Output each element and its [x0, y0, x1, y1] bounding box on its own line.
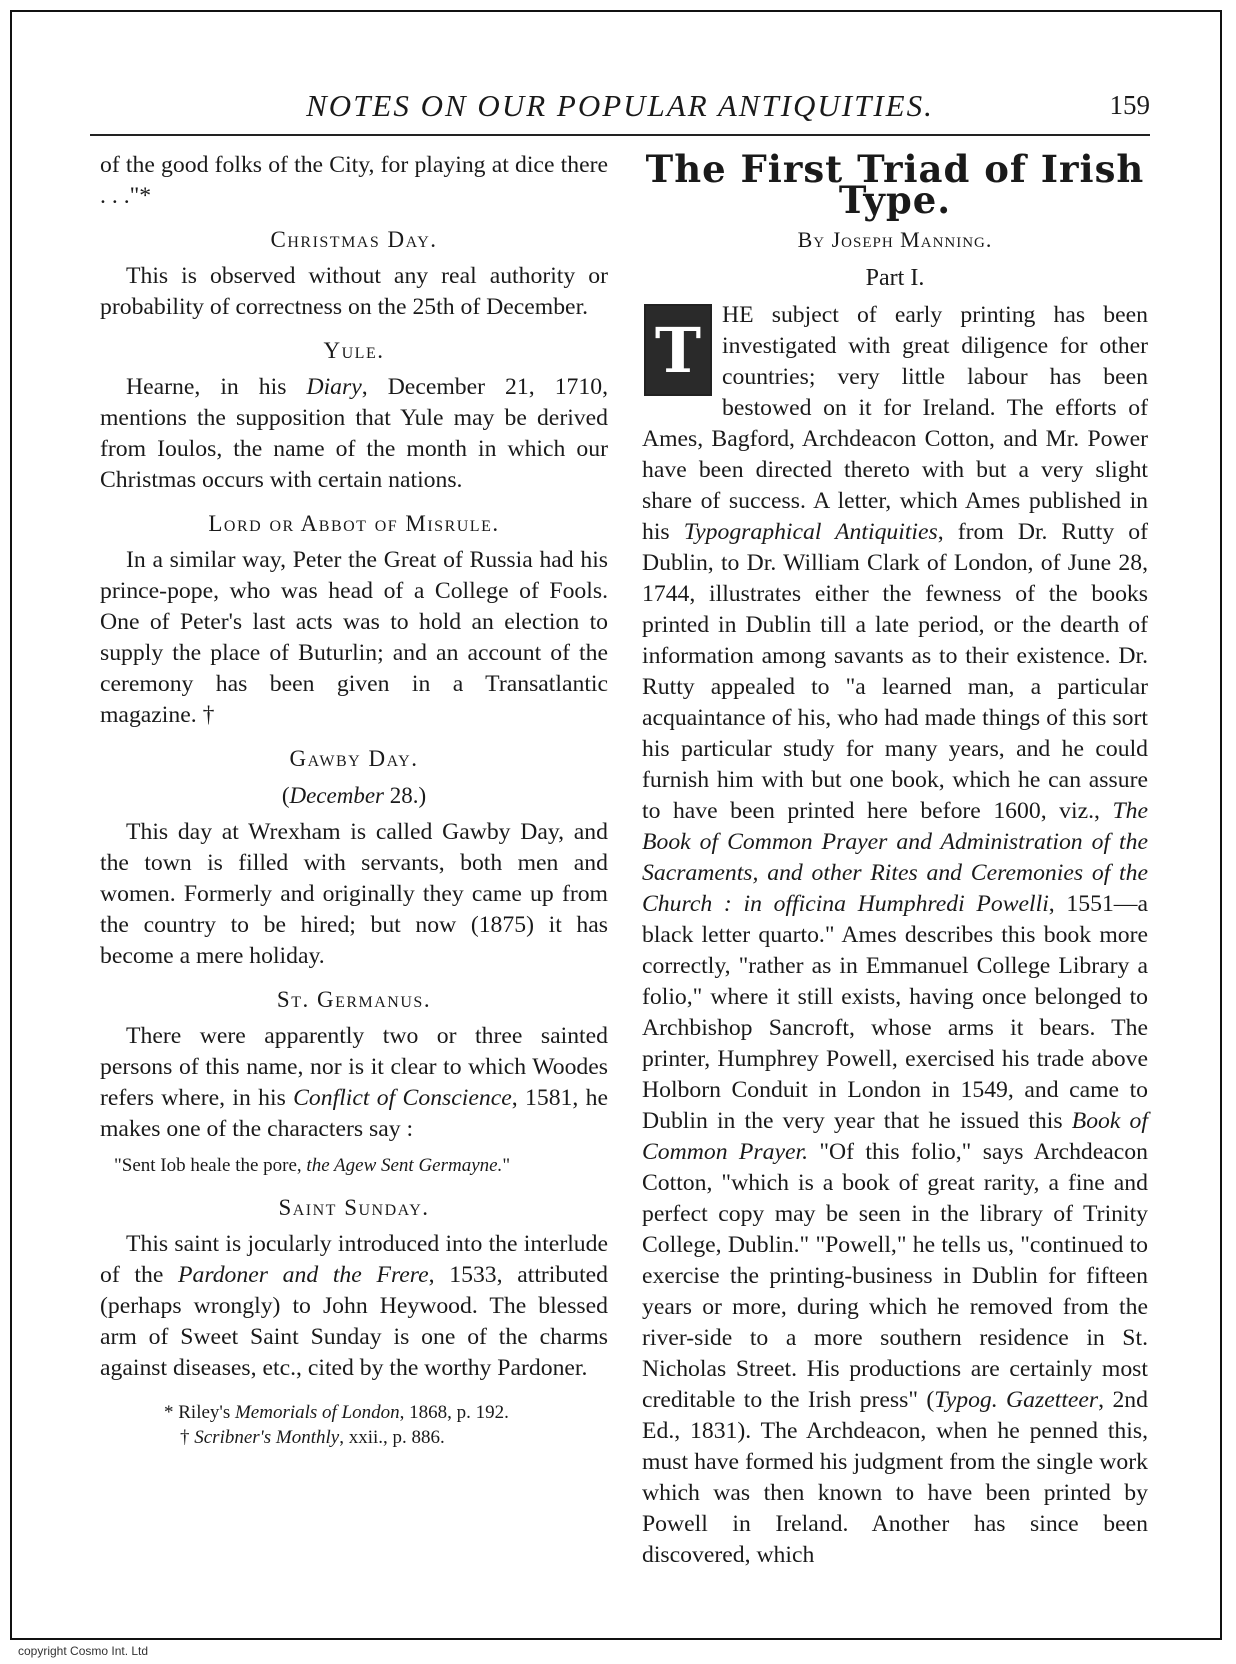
gawby-date — [100, 780, 608, 811]
block-quote — [100, 1153, 608, 1178]
footnote-2 — [100, 1425, 608, 1450]
text-run: , 1551—a black letter quarto." Ames describes this book more correctly, "rather as in Emmanuel College Library a folio," where it still exists, having once belonged to Archbishop Sancroft, whose arms it bears. The printer, Humphrey Powell, exercised his trade above Holborn Conduit in London in 1549, and came to Dublin in the very year that he issued this — [642, 891, 1149, 1134]
page-number: 159 — [1109, 90, 1150, 120]
italic-run: Typog. Gazetteer — [934, 1387, 1099, 1413]
heading-st-germanus: St. Germanus. — [276, 987, 432, 1012]
italic-run: Conflict of Conscience — [293, 1085, 512, 1111]
copyright-footer: copyright Cosmo Int. Ltd — [18, 1644, 149, 1658]
heading-yule: Yule. — [323, 338, 385, 363]
italic-run: December — [289, 783, 384, 808]
paragraph-st-germanus — [100, 1021, 608, 1145]
text-run: , 1533, attributed (perhaps wrongly) to John Heywood. The blessed arm of Sweet Saint Sunday is one of the charms against diseases, etc., cited by the worthy Pardoner. — [100, 1262, 609, 1381]
paragraph-saint-sunday — [100, 1229, 608, 1384]
italic-run: Book of Common Prayer. — [642, 1108, 1148, 1165]
text-run: There were apparently two or three sainted persons of this name, nor is it clear to which Woodes refers where, in his — [100, 1023, 608, 1111]
paragraph-christmas-day: This is observed without any real authority or probability of correctness on the 25th of December. — [100, 263, 608, 320]
text-run: , xxii., p. 886. — [339, 1427, 445, 1448]
opening-line: of the good folks of the City, for playing at dice there . . ."* — [100, 152, 608, 209]
text-run: * Riley's — [164, 1402, 235, 1423]
text-run: , 1868, p. 192. — [399, 1402, 509, 1423]
right-column — [642, 147, 1149, 1571]
heading-misrule: Lord or Abbot of Misrule. — [208, 511, 500, 536]
drop-cap-initial: T — [644, 304, 712, 396]
italic-run: Memorials of London — [234, 1402, 400, 1423]
left-column — [100, 150, 608, 1450]
article-paragraph — [642, 300, 1148, 1571]
text-run: " — [502, 1155, 511, 1176]
heading-gawby-day: Gawby Day. — [289, 746, 419, 771]
page-header — [90, 82, 1150, 136]
part-heading: Part I. — [865, 265, 925, 291]
text-run: Hearne, in his — [126, 374, 307, 400]
italic-run: Scribner's Monthly — [194, 1427, 340, 1448]
article-title: The First Triad of Irish Type. — [645, 147, 1145, 222]
text-run: 28.) — [384, 783, 427, 808]
text-run: † — [180, 1427, 195, 1448]
text-run: ( — [281, 783, 290, 808]
text-run: , December 21, 1710, mentions the supposition that Yule may be derived from Ioulos, the name of the month in which our Christmas occurs with certain nations. — [100, 374, 608, 493]
italic-run: Pardoner and the Frere — [178, 1262, 429, 1288]
text-run: , 2nd Ed., 1831). The Archdeacon, when he penned this, must have formed his judgment from the single work which was then known to have been printed by Powell in Ireland. Another has since been discovered, which — [642, 1387, 1148, 1568]
italic-run: The Book of Common Prayer and Administration of the Sacraments, and other Rites and Ceremonies of the Church : in officina Humphredi Powelli — [642, 798, 1148, 917]
heading-christmas-day: Christmas Day. — [270, 227, 438, 252]
running-title: NOTES ON OUR POPULAR ANTIQUITIES. — [306, 88, 934, 123]
footnote-1 — [100, 1400, 608, 1425]
paragraph-yule — [100, 372, 608, 496]
italic-run: Diary — [306, 374, 362, 400]
paragraph-gawby-day: This day at Wrexham is called Gawby Day, and the town is filled with servants, both men and women. Formerly and originally they came up from the country to be hired; but now (1875) it has become a mere holiday. — [100, 819, 608, 969]
text-run: This saint is jocularly introduced into the interlude of the — [100, 1231, 608, 1288]
italic-run: the Agew Sent Germayne. — [306, 1155, 503, 1176]
byline: By Joseph Manning. — [797, 227, 993, 252]
text-run: , 1581, he makes one of the characters say : — [100, 1085, 609, 1142]
text-run: HE subject of early printing has been investigated with great diligence for other countries; very little labour has been bestowed on it for Ireland. The efforts of Ames, Bagford, Archdeacon Cotton, and Mr. Power have been directed thereto with but a very slight share of success. A letter, which Ames published in his — [642, 302, 1148, 545]
text-run: "Of this folio," says Archdeacon Cotton, "which is a book of great rarity, a fine and perfect copy may be seen in the library of Trinity College, Dublin." "Powell," he tells us, "continued to exercise the printing-business in Dublin for fifteen years or more, during which he removed from the river-side to a more southern residence in St. Nicholas Street. His productions are certainly most creditable to the Irish press" ( — [642, 1139, 1148, 1413]
italic-run: Typographical Antiquities — [683, 519, 938, 545]
paragraph-misrule: In a similar way, Peter the Great of Russia had his prince-pope, who was head of a College of Fools. One of Peter's last acts was to hold an election to supply the place of Buturlin; and an account of the ceremony has been given in a Transatlantic magazine. † — [100, 547, 608, 728]
text-run: "Sent Iob heale the pore, — [114, 1155, 307, 1176]
footnotes — [100, 1400, 608, 1450]
heading-saint-sunday: Saint Sunday. — [278, 1195, 430, 1220]
text-run: , from Dr. Rutty of Dublin, to Dr. William Clark of London, of June 28, 1744, illustrates either the fewness of the books printed in Dublin till a late period, or the dearth of information among savants as to their existence. Dr. Rutty appealed to "a learned man, a particular acquaintance of his, who had made things of this sort his particular study for many years, and he could furnish him with but one book, which he can assure to have been printed here before 1600, viz., — [642, 519, 1148, 824]
